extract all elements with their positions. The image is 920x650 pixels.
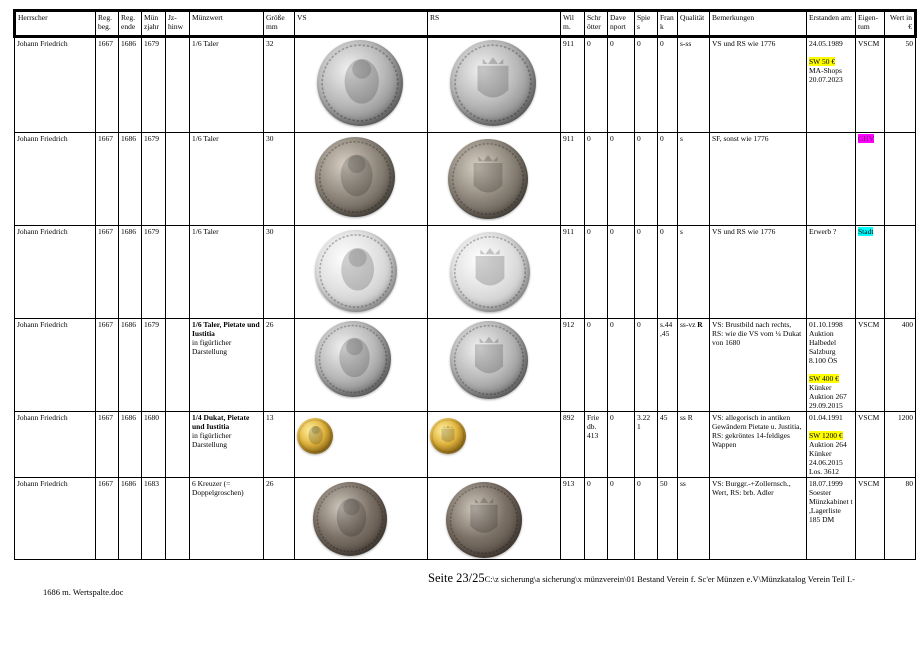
eigentum-text: VSCM [858, 479, 880, 488]
cell-reg-ende: 1686 [119, 412, 142, 478]
erstanden-date: 24.05.1989 [809, 39, 843, 48]
qualitat-text: ss-vz [680, 320, 696, 329]
munzwert-text: 1/6 Taler [192, 39, 219, 48]
cell-rs-image [428, 319, 561, 412]
cell-wert [885, 226, 916, 319]
cell-jz-hinw [166, 226, 190, 319]
header-grosse: Größe mm [264, 11, 295, 37]
cell-herrscher: Johann Friedrich [15, 226, 96, 319]
cell-bemerkungen: VS und RS wie 1776 [710, 226, 807, 319]
page-number: Seite 23/25 [428, 571, 485, 585]
munzwert-text: in figürlicher Darstellung [192, 431, 232, 449]
cell-spies: 0 [635, 226, 658, 319]
cell-erstanden [807, 412, 856, 478]
cell-wert: 400 [885, 319, 916, 412]
qualitat-text: ss R [680, 413, 693, 422]
cell-qualitat [678, 412, 710, 478]
cell-rs-image [428, 133, 561, 226]
table-row [15, 133, 916, 226]
cell-bemerkungen: SF, sonst wie 1776 [710, 133, 807, 226]
cell-reg-beg: 1667 [96, 319, 119, 412]
cell-munzwert [190, 226, 264, 319]
erstanden-source: Auktion 264 Künker 24.06.2015 Los. 3612 [809, 440, 847, 476]
qualitat-text: s [680, 227, 683, 236]
table-row [15, 478, 916, 560]
coin-rs-photo [450, 321, 528, 399]
cell-davenport: 0 [608, 226, 635, 319]
cell-davenport: 0 [608, 319, 635, 412]
cell-davenport: 0 [608, 133, 635, 226]
cell-rs-image [428, 226, 561, 319]
cell-bemerkungen: VS: allegorisch in antiken Gewändern Pietate u. Justitia, RS: gekröntes 14-feldiges Wappen [710, 412, 807, 478]
erstanden-date: Erwerb ? [809, 227, 837, 236]
coin-rs-photo [448, 139, 528, 219]
cell-vs-image [295, 412, 428, 478]
file-name: 1686 m. Wertspalte.doc [43, 587, 124, 597]
cell-munzwert [190, 478, 264, 560]
cell-wilm: 911 [561, 226, 585, 319]
cell-schrotter: 0 [585, 319, 608, 412]
cell-grosse: 13 [264, 412, 295, 478]
cell-schrotter: Frie db. 413 [585, 412, 608, 478]
coin-vs-photo [313, 482, 387, 556]
header-rs: RS [428, 11, 561, 37]
estimated-value-badge: SW 50 € [809, 57, 836, 66]
cell-spies: 0 [635, 478, 658, 560]
cell-munzjahr: 1679 [142, 226, 166, 319]
cell-davenport: 0 [608, 478, 635, 560]
erstanden-source: MA-Shops 20.07.2023 [809, 66, 843, 84]
cell-spies: 3.22 1 [635, 412, 658, 478]
cell-frank: 45 [658, 412, 678, 478]
header-schrotter: Schr ötter [585, 11, 608, 37]
table-row [15, 226, 916, 319]
cell-herrscher: Johann Friedrich [15, 478, 96, 560]
coin-vs-photo [315, 321, 391, 397]
cell-davenport: 0 [608, 37, 635, 133]
cell-reg-ende: 1686 [119, 478, 142, 560]
cell-munzwert [190, 37, 264, 133]
cell-jz-hinw [166, 133, 190, 226]
cell-munzjahr: 1680 [142, 412, 166, 478]
estimated-value-badge: SW 400 € [809, 374, 839, 383]
cell-munzjahr: 1683 [142, 478, 166, 560]
cell-grosse: 30 [264, 226, 295, 319]
qualitat-text: s-ss [680, 39, 692, 48]
cell-herrscher: Johann Friedrich [15, 319, 96, 412]
cell-jz-hinw [166, 319, 190, 412]
cell-reg-beg: 1667 [96, 133, 119, 226]
header-wilm: Wil m. [561, 11, 585, 37]
coin-rs-photo [450, 40, 536, 126]
cell-reg-ende: 1686 [119, 37, 142, 133]
cell-jz-hinw [166, 412, 190, 478]
cell-schrotter: 0 [585, 37, 608, 133]
cell-wilm: 912 [561, 319, 585, 412]
owner-badge: Stadt [858, 227, 874, 236]
table-row [15, 412, 916, 478]
erstanden-date: 18.07.1999 Soester Münzkabinet t ,Lagerliste 185 DM [809, 479, 853, 524]
cell-munzjahr: 1679 [142, 133, 166, 226]
cell-vs-image [295, 226, 428, 319]
table-row [15, 319, 916, 412]
cell-jz-hinw [166, 478, 190, 560]
erstanden-date: 01.10.1998 Auktion Halbedel Salzburg 8.100 ÖS [809, 320, 843, 365]
cell-eigentum [856, 37, 885, 133]
cell-frank: 0 [658, 226, 678, 319]
header-wert: Wert in € [885, 11, 916, 37]
coin-vs-photo [315, 137, 395, 217]
cell-qualitat [678, 226, 710, 319]
eigentum-text: VSCM [858, 413, 880, 422]
footer-page-info [428, 571, 855, 586]
cell-qualitat [678, 37, 710, 133]
coin-rs-photo [430, 418, 466, 454]
eigentum-text: VSCM [858, 320, 880, 329]
cell-reg-beg: 1667 [96, 37, 119, 133]
erstanden-date: 01.04.1991 [809, 413, 843, 422]
cell-munzwert [190, 412, 264, 478]
header-jz-hinw: Jz-hinw [166, 11, 190, 37]
header-munzjahr: Mün zjahr [142, 11, 166, 37]
header-spies: Spie s [635, 11, 658, 37]
cell-herrscher: Johann Friedrich [15, 37, 96, 133]
cell-reg-ende: 1686 [119, 133, 142, 226]
cell-frank: s.44 ,45 [658, 319, 678, 412]
cell-qualitat [678, 478, 710, 560]
rarity-mark: R [697, 320, 703, 329]
header-erstanden: Erstanden am: [807, 11, 856, 37]
cell-rs-image [428, 412, 561, 478]
cell-reg-ende: 1686 [119, 319, 142, 412]
header-reg-ende: Reg. ende [119, 11, 142, 37]
cell-reg-beg: 1667 [96, 412, 119, 478]
eigentum-text: VSCM [858, 39, 880, 48]
munzwert-title: 1/4 Dukat, Pietate und Iustitia [192, 413, 250, 431]
header-davenport: Dave nport [608, 11, 635, 37]
coin-catalog-table [13, 9, 917, 560]
cell-bemerkungen: VS: Brustbild nach rechts, RS: wie die VS vom ¼ Dukat von 1680 [710, 319, 807, 412]
cell-erstanden [807, 133, 856, 226]
file-path: C:\z sicherung\a sicherung\x münzverein\01 Bestand Verein f. Sc'er Münzen e.V\Münzkatalog Verein Teil I.- [484, 574, 855, 584]
cell-bemerkungen: VS: Burggr.-+Zollernsch., Wert, RS: brb. Adler [710, 478, 807, 560]
cell-wilm: 892 [561, 412, 585, 478]
cell-eigentum [856, 226, 885, 319]
cell-wert: 50 [885, 37, 916, 133]
table-row [15, 37, 916, 133]
cell-vs-image [295, 319, 428, 412]
cell-munzjahr: 1679 [142, 319, 166, 412]
cell-wilm: 911 [561, 133, 585, 226]
cell-grosse: 26 [264, 319, 295, 412]
header-qualitat: Qualität [678, 11, 710, 37]
coin-vs-photo [315, 230, 397, 312]
cell-schrotter: 0 [585, 478, 608, 560]
munzwert-text: 1/6 Taler [192, 227, 219, 236]
header-frank: Fran k [658, 11, 678, 37]
cell-vs-image [295, 133, 428, 226]
cell-eigentum [856, 478, 885, 560]
cell-vs-image [295, 478, 428, 560]
cell-schrotter: 0 [585, 133, 608, 226]
cell-qualitat [678, 133, 710, 226]
cell-grosse: 30 [264, 133, 295, 226]
cell-spies: 0 [635, 37, 658, 133]
owner-badge: GHV [858, 134, 875, 143]
munzwert-text: 1/6 Taler [192, 134, 219, 143]
cell-munzwert [190, 319, 264, 412]
cell-erstanden [807, 478, 856, 560]
cell-frank: 0 [658, 37, 678, 133]
cell-herrscher: Johann Friedrich [15, 133, 96, 226]
cell-qualitat [678, 319, 710, 412]
cell-bemerkungen: VS und RS wie 1776 [710, 37, 807, 133]
cell-erstanden [807, 319, 856, 412]
header-reg-beg: Reg. beg. [96, 11, 119, 37]
cell-wert: 80 [885, 478, 916, 560]
cell-reg-beg: 1667 [96, 226, 119, 319]
coin-rs-photo [446, 482, 522, 558]
cell-rs-image [428, 478, 561, 560]
cell-erstanden [807, 37, 856, 133]
erstanden-source: Künker Auktion 267 29.09.2015 [809, 383, 847, 410]
header-row [15, 11, 916, 37]
cell-munzjahr: 1679 [142, 37, 166, 133]
header-munzwert: Münzwert [190, 11, 264, 37]
cell-wilm: 911 [561, 37, 585, 133]
munzwert-text: in figürlicher Darstellung [192, 338, 232, 356]
estimated-value-badge: SW 1200 € [809, 431, 843, 440]
header-eigentum: Eigen-tum [856, 11, 885, 37]
munzwert-text: 6 Kreuzer (= Doppelgroschen) [192, 479, 244, 497]
qualitat-text: ss [680, 479, 686, 488]
cell-rs-image [428, 37, 561, 133]
cell-schrotter: 0 [585, 226, 608, 319]
cell-erstanden [807, 226, 856, 319]
cell-spies: 0 [635, 319, 658, 412]
coin-rs-photo [450, 232, 530, 312]
cell-vs-image [295, 37, 428, 133]
qualitat-text: s [680, 134, 683, 143]
cell-jz-hinw [166, 37, 190, 133]
cell-wert: 1200 [885, 412, 916, 478]
cell-eigentum [856, 319, 885, 412]
cell-frank: 0 [658, 133, 678, 226]
cell-eigentum [856, 412, 885, 478]
cell-frank: 50 [658, 478, 678, 560]
cell-wert [885, 133, 916, 226]
coin-vs-photo [297, 418, 333, 454]
munzwert-title: 1/6 Taler, Pietate und Iustitia [192, 320, 260, 338]
coin-vs-photo [317, 40, 403, 126]
cell-davenport: 0 [608, 412, 635, 478]
cell-wilm: 913 [561, 478, 585, 560]
cell-reg-beg: 1667 [96, 478, 119, 560]
cell-reg-ende: 1686 [119, 226, 142, 319]
cell-munzwert [190, 133, 264, 226]
cell-spies: 0 [635, 133, 658, 226]
cell-grosse: 26 [264, 478, 295, 560]
header-bemerkungen: Bemerkungen [710, 11, 807, 37]
header-herrscher: Herrscher [15, 11, 96, 37]
cell-grosse: 32 [264, 37, 295, 133]
cell-eigentum [856, 133, 885, 226]
header-vs: VS [295, 11, 428, 37]
cell-herrscher: Johann Friedrich [15, 412, 96, 478]
